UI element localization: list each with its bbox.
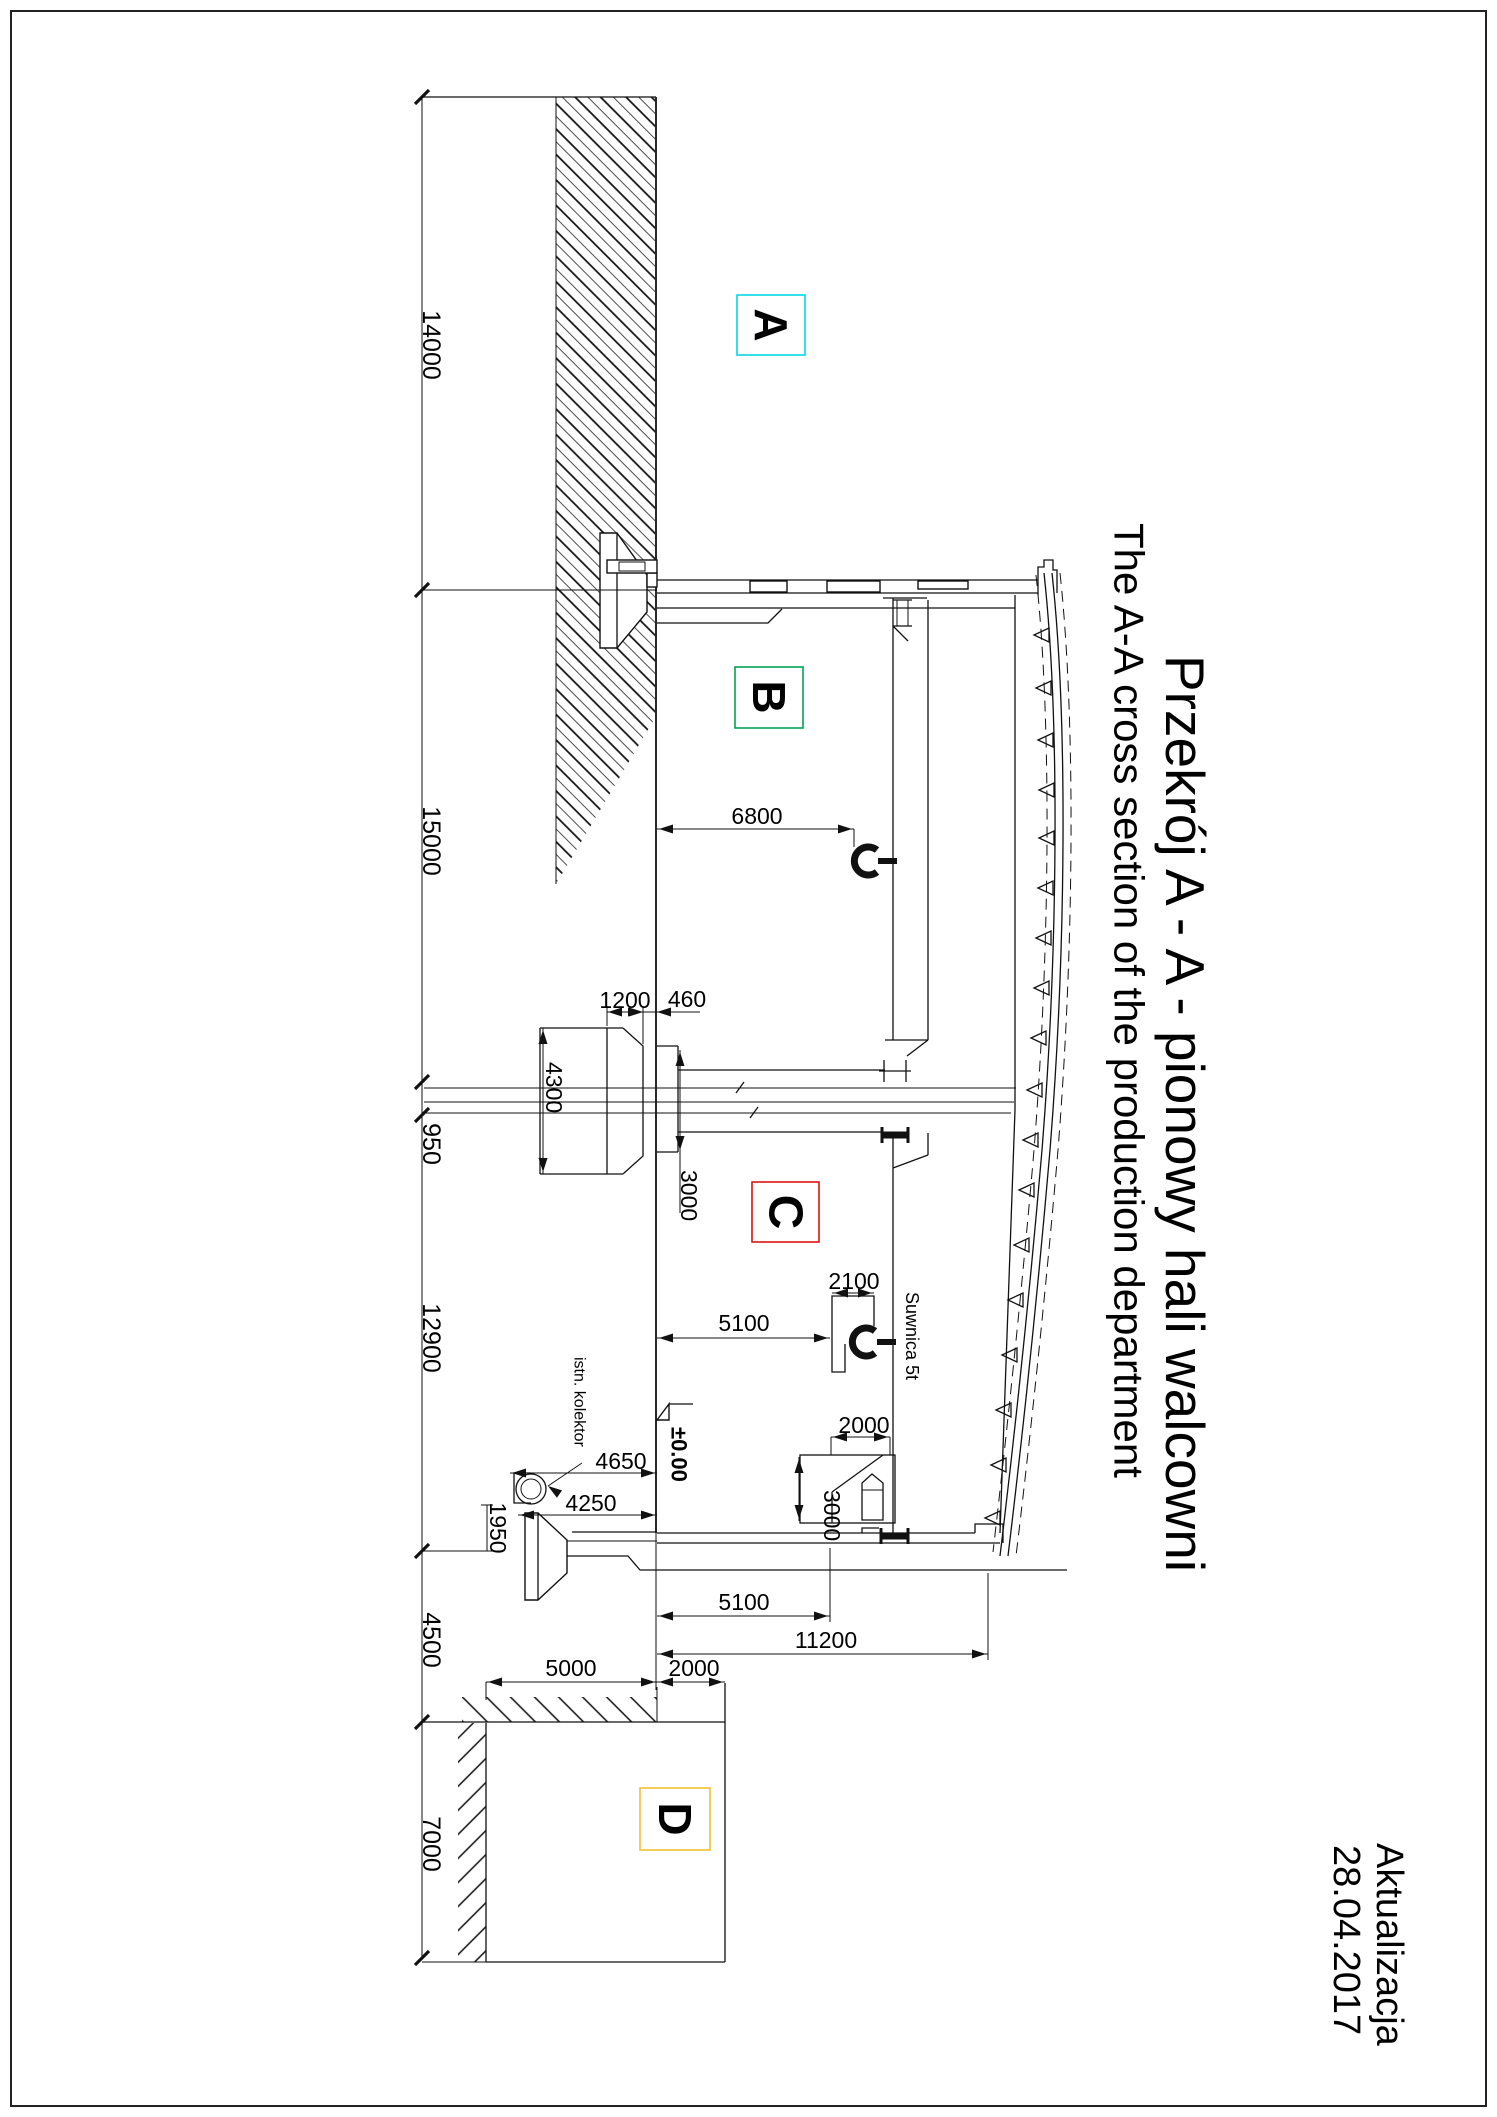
section-label-c: C [758,1194,812,1230]
dim-3000-mid: 3000 [676,1170,702,1222]
dim-chain-14000: 14000 [417,310,445,380]
dim-chain-15000: 15000 [417,806,445,876]
dim-6800: 6800 [731,803,783,829]
dim-chain-4500: 4500 [417,1612,445,1668]
update-label: Aktualizacja [1368,1843,1410,2046]
section-label-a: A [745,308,797,342]
dim-5000: 5000 [545,1655,597,1681]
dim-2000-box: 2000 [838,1412,890,1438]
dim-11200: 11200 [794,1627,858,1653]
dim-4250: 4250 [565,1490,617,1516]
dim-4300: 4300 [541,1062,567,1114]
level-label: ±0.00 [666,1427,692,1482]
hatch-d-left [458,1723,486,1962]
title-english: The A-A cross section of the production department [1105,523,1153,1478]
title-polish: Przekrój A - A - pionowy hali walcowni [1154,655,1216,1573]
title-block [1106,523,1217,1572]
dim-1200: 1200 [599,987,651,1013]
dim-chain-950: 950 [417,1123,445,1165]
dim-2000-floor: 2000 [668,1655,720,1681]
dim-4650: 4650 [595,1448,647,1474]
update-date: 28.04.2017 [1325,1845,1367,2036]
dim-1950: 1950 [485,1502,511,1554]
dim-5100-crane: 5100 [718,1310,770,1336]
dim-460: 460 [667,986,707,1012]
crane-label: Suwnica 5t [902,1292,922,1381]
dim-3000-box: 3000 [819,1490,845,1542]
hatch-d-top [462,1697,657,1722]
dim-chain-12900: 12900 [417,1303,445,1373]
kolektor-label: istn. kolektor [570,1357,588,1447]
dim-5100-floor: 5100 [718,1589,770,1615]
section-label-b: B [743,680,795,714]
section-label-d: D [649,1802,701,1836]
dim-chain-7000: 7000 [417,1816,445,1872]
revision-block [1325,1843,1410,2047]
dim-2100: 2100 [828,1268,880,1294]
